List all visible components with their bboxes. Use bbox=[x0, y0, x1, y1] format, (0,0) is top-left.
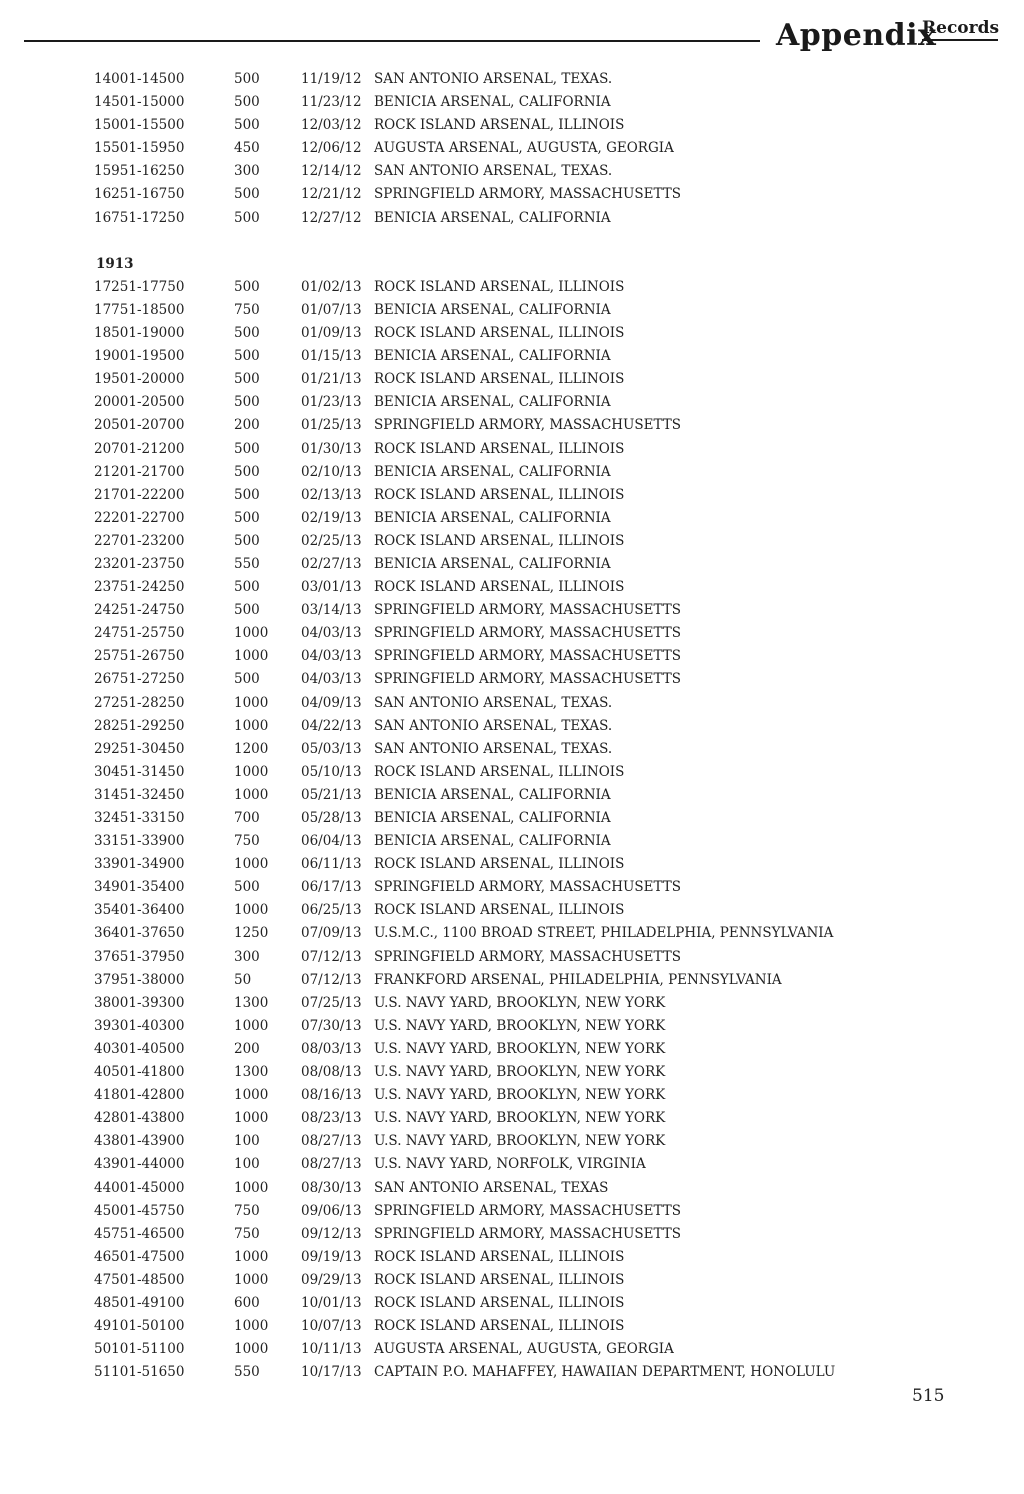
serial-range: 16751-17250 bbox=[94, 209, 185, 226]
quantity: 500 bbox=[234, 879, 260, 896]
serial-range: 37651-37950 bbox=[94, 948, 185, 965]
destination: ROCK ISLAND ARSENAL, ILLINOIS bbox=[374, 440, 625, 457]
destination: U.S. NAVY YARD, BROOKLYN, NEW YORK bbox=[374, 1110, 666, 1127]
destination: ROCK ISLAND ARSENAL, ILLINOIS bbox=[374, 325, 625, 342]
ship-date: 12/21/12 bbox=[301, 186, 362, 203]
ship-date: 09/12/13 bbox=[301, 1225, 362, 1242]
header-rule bbox=[24, 40, 760, 42]
ship-date: 05/10/13 bbox=[301, 763, 362, 780]
ship-date: 08/27/13 bbox=[301, 1156, 362, 1173]
quantity: 1000 bbox=[234, 1179, 269, 1196]
ship-date: 07/12/13 bbox=[301, 948, 362, 965]
ship-date: 09/29/13 bbox=[301, 1271, 362, 1288]
destination: BENICIA ARSENAL, CALIFORNIA bbox=[374, 348, 611, 365]
table-row bbox=[0, 899, 1024, 922]
quantity: 500 bbox=[234, 186, 260, 203]
table-row bbox=[0, 438, 1024, 461]
destination: U.S. NAVY YARD, BROOKLYN, NEW YORK bbox=[374, 994, 666, 1011]
serial-range: 19501-20000 bbox=[94, 371, 185, 388]
ship-date: 06/11/13 bbox=[301, 856, 362, 873]
ship-date: 08/16/13 bbox=[301, 1087, 362, 1104]
ship-date: 08/27/13 bbox=[301, 1133, 362, 1150]
serial-range: 43901-44000 bbox=[94, 1156, 185, 1173]
serial-range: 33901-34900 bbox=[94, 856, 185, 873]
quantity: 1300 bbox=[234, 994, 269, 1011]
quantity: 1000 bbox=[234, 625, 269, 642]
destination: ROCK ISLAND ARSENAL, ILLINOIS bbox=[374, 1318, 625, 1335]
quantity: 500 bbox=[234, 509, 260, 526]
destination: SPRINGFIELD ARMORY, MASSACHUSETTS bbox=[374, 648, 682, 665]
ship-date: 06/04/13 bbox=[301, 833, 362, 850]
destination: BENICIA ARSENAL, CALIFORNIA bbox=[374, 463, 611, 480]
serial-range: 40501-41800 bbox=[94, 1064, 185, 1081]
destination: ROCK ISLAND ARSENAL, ILLINOIS bbox=[374, 1248, 625, 1265]
year-label: 1913 bbox=[96, 255, 134, 272]
serial-range: 23201-23750 bbox=[94, 555, 185, 572]
serial-range: 40301-40500 bbox=[94, 1040, 185, 1057]
quantity: 550 bbox=[234, 555, 260, 572]
destination: SPRINGFIELD ARMORY, MASSACHUSETTS bbox=[374, 625, 682, 642]
serial-range: 26751-27250 bbox=[94, 671, 185, 688]
serial-range: 30451-31450 bbox=[94, 763, 185, 780]
quantity: 1000 bbox=[234, 1341, 269, 1358]
table-row bbox=[0, 484, 1024, 507]
table-row bbox=[0, 853, 1024, 876]
quantity: 500 bbox=[234, 394, 260, 411]
table-row bbox=[0, 738, 1024, 761]
destination: SPRINGFIELD ARMORY, MASSACHUSETTS bbox=[374, 879, 682, 896]
table-row bbox=[0, 992, 1024, 1015]
destination: SAN ANTONIO ARSENAL, TEXAS. bbox=[374, 694, 613, 711]
ship-date: 08/08/13 bbox=[301, 1064, 362, 1081]
table-row bbox=[0, 345, 1024, 368]
ship-date: 11/19/12 bbox=[301, 71, 362, 87]
table-row bbox=[0, 622, 1024, 645]
destination: FRANKFORD ARSENAL, PHILADELPHIA, PENNSYLVANIA bbox=[374, 971, 782, 988]
quantity: 500 bbox=[234, 440, 260, 457]
quantity: 450 bbox=[234, 140, 260, 157]
quantity: 500 bbox=[234, 348, 260, 365]
serial-range: 15001-15500 bbox=[94, 117, 185, 134]
quantity: 100 bbox=[234, 1133, 260, 1150]
destination: U.S. NAVY YARD, BROOKLYN, NEW YORK bbox=[374, 1133, 666, 1150]
table-row bbox=[0, 576, 1024, 599]
serial-range: 23751-24250 bbox=[94, 579, 185, 596]
serial-range: 17751-18500 bbox=[94, 301, 185, 318]
ship-date: 01/07/13 bbox=[301, 301, 362, 318]
ship-date: 12/03/12 bbox=[301, 117, 362, 134]
table-row bbox=[0, 876, 1024, 899]
table-row bbox=[0, 68, 1024, 91]
quantity: 750 bbox=[234, 1225, 260, 1242]
serial-range: 48501-49100 bbox=[94, 1294, 185, 1311]
serial-range: 47501-48500 bbox=[94, 1271, 185, 1288]
destination: SPRINGFIELD ARMORY, MASSACHUSETTS bbox=[374, 948, 682, 965]
ship-date: 02/25/13 bbox=[301, 532, 362, 549]
ship-date: 12/27/12 bbox=[301, 209, 362, 226]
ship-date: 09/19/13 bbox=[301, 1248, 362, 1265]
serial-range: 20001-20500 bbox=[94, 394, 185, 411]
quantity: 500 bbox=[234, 371, 260, 388]
quantity: 750 bbox=[234, 833, 260, 850]
serial-range: 36401-37650 bbox=[94, 925, 185, 942]
table-row bbox=[0, 807, 1024, 830]
quantity: 550 bbox=[234, 1364, 260, 1381]
serial-range: 15501-15950 bbox=[94, 140, 185, 157]
table-row bbox=[0, 922, 1024, 945]
serial-range: 18501-19000 bbox=[94, 325, 185, 342]
table-row bbox=[0, 1107, 1024, 1130]
destination: BENICIA ARSENAL, CALIFORNIA bbox=[374, 786, 611, 803]
ship-date: 10/17/13 bbox=[301, 1364, 362, 1381]
year-heading bbox=[0, 253, 1024, 276]
ship-date: 01/30/13 bbox=[301, 440, 362, 457]
serial-range: 27251-28250 bbox=[94, 694, 185, 711]
serial-range: 49101-50100 bbox=[94, 1318, 185, 1335]
serial-range: 24251-24750 bbox=[94, 602, 185, 619]
destination: SAN ANTONIO ARSENAL, TEXAS bbox=[374, 1179, 609, 1196]
ship-date: 10/07/13 bbox=[301, 1318, 362, 1335]
ship-date: 02/13/13 bbox=[301, 486, 362, 503]
ship-date: 04/03/13 bbox=[301, 648, 362, 665]
destination: ROCK ISLAND ARSENAL, ILLINOIS bbox=[374, 579, 625, 596]
destination: U.S. NAVY YARD, BROOKLYN, NEW YORK bbox=[374, 1040, 666, 1057]
quantity: 500 bbox=[234, 486, 260, 503]
quantity: 200 bbox=[234, 417, 260, 434]
serial-range: 20501-20700 bbox=[94, 417, 185, 434]
quantity: 1250 bbox=[234, 925, 269, 942]
table-row bbox=[0, 1269, 1024, 1292]
quantity: 1000 bbox=[234, 1017, 269, 1034]
destination: BENICIA ARSENAL, CALIFORNIA bbox=[374, 301, 611, 318]
serial-range: 22201-22700 bbox=[94, 509, 185, 526]
ship-date: 10/11/13 bbox=[301, 1341, 362, 1358]
quantity: 100 bbox=[234, 1156, 260, 1173]
ship-date: 01/23/13 bbox=[301, 394, 362, 411]
quantity: 50 bbox=[234, 971, 252, 988]
serial-range: 20701-21200 bbox=[94, 440, 185, 457]
destination: CAPTAIN P.O. MAHAFFEY, HAWAIIAN DEPARTMENT, HONOLULU bbox=[374, 1364, 836, 1381]
table-row bbox=[0, 761, 1024, 784]
destination: U.S. NAVY YARD, NORFOLK, VIRGINIA bbox=[374, 1156, 646, 1173]
serial-range: 45001-45750 bbox=[94, 1202, 185, 1219]
destination: ROCK ISLAND ARSENAL, ILLINOIS bbox=[374, 856, 625, 873]
destination: SAN ANTONIO ARSENAL, TEXAS. bbox=[374, 71, 613, 87]
quantity: 500 bbox=[234, 71, 260, 87]
quantity: 500 bbox=[234, 463, 260, 480]
quantity: 500 bbox=[234, 671, 260, 688]
serial-range: 38001-39300 bbox=[94, 994, 185, 1011]
table-row bbox=[0, 1223, 1024, 1246]
table-row bbox=[0, 530, 1024, 553]
destination: BENICIA ARSENAL, CALIFORNIA bbox=[374, 810, 611, 826]
ship-date: 01/09/13 bbox=[301, 325, 362, 342]
serial-range: 42801-43800 bbox=[94, 1110, 185, 1127]
quantity: 300 bbox=[234, 948, 260, 965]
page-title: Appendix bbox=[776, 18, 937, 53]
page-number: 515 bbox=[912, 1386, 945, 1406]
table-row bbox=[0, 692, 1024, 715]
ship-date: 08/23/13 bbox=[301, 1110, 362, 1127]
serial-range: 51101-51650 bbox=[94, 1364, 185, 1381]
quantity: 750 bbox=[234, 301, 260, 318]
table-row bbox=[0, 160, 1024, 183]
destination: ROCK ISLAND ARSENAL, ILLINOIS bbox=[374, 486, 625, 503]
ship-date: 04/03/13 bbox=[301, 671, 362, 688]
ship-date: 08/03/13 bbox=[301, 1040, 362, 1057]
serial-range: 50101-51100 bbox=[94, 1341, 185, 1358]
ship-date: 02/19/13 bbox=[301, 509, 362, 526]
table-row bbox=[0, 299, 1024, 322]
serial-range: 33151-33900 bbox=[94, 833, 185, 850]
destination: BENICIA ARSENAL, CALIFORNIA bbox=[374, 209, 611, 226]
table-row bbox=[0, 1061, 1024, 1084]
table-row bbox=[0, 830, 1024, 853]
destination: SAN ANTONIO ARSENAL, TEXAS. bbox=[374, 163, 613, 180]
quantity: 500 bbox=[234, 602, 260, 619]
page-header bbox=[0, 0, 1024, 60]
table-row bbox=[0, 414, 1024, 437]
destination: SPRINGFIELD ARMORY, MASSACHUSETTS bbox=[374, 186, 682, 203]
quantity: 750 bbox=[234, 1202, 260, 1219]
serial-range: 16251-16750 bbox=[94, 186, 185, 203]
ship-date: 07/25/13 bbox=[301, 994, 362, 1011]
destination: ROCK ISLAND ARSENAL, ILLINOIS bbox=[374, 902, 625, 919]
section-label: Records bbox=[922, 18, 998, 41]
serial-range: 39301-40300 bbox=[94, 1017, 185, 1034]
destination: U.S. NAVY YARD, BROOKLYN, NEW YORK bbox=[374, 1017, 666, 1034]
ship-date: 06/17/13 bbox=[301, 879, 362, 896]
serial-range: 15951-16250 bbox=[94, 163, 185, 180]
quantity: 500 bbox=[234, 117, 260, 134]
table-row bbox=[0, 1038, 1024, 1061]
quantity: 300 bbox=[234, 163, 260, 180]
serial-range: 14501-15000 bbox=[94, 94, 185, 111]
serial-range: 29251-30450 bbox=[94, 740, 185, 757]
table-row bbox=[0, 1130, 1024, 1153]
ship-date: 02/27/13 bbox=[301, 555, 362, 572]
ship-date: 04/09/13 bbox=[301, 694, 362, 711]
destination: BENICIA ARSENAL, CALIFORNIA bbox=[374, 394, 611, 411]
destination: SAN ANTONIO ARSENAL, TEXAS. bbox=[374, 717, 613, 734]
table-row bbox=[0, 1361, 1024, 1384]
destination: SPRINGFIELD ARMORY, MASSACHUSETTS bbox=[374, 417, 682, 434]
table-row bbox=[0, 1292, 1024, 1315]
serial-range: 41801-42800 bbox=[94, 1087, 185, 1104]
table-row bbox=[0, 969, 1024, 992]
serial-range: 24751-25750 bbox=[94, 625, 185, 642]
table-row bbox=[0, 276, 1024, 299]
quantity: 1000 bbox=[234, 1248, 269, 1265]
serial-range: 46501-47500 bbox=[94, 1248, 185, 1265]
serial-range: 37951-38000 bbox=[94, 971, 185, 988]
serial-range: 21701-22200 bbox=[94, 486, 185, 503]
quantity: 500 bbox=[234, 209, 260, 226]
quantity: 500 bbox=[234, 278, 260, 295]
ship-date: 02/10/13 bbox=[301, 463, 362, 480]
quantity: 500 bbox=[234, 532, 260, 549]
table-row bbox=[0, 1084, 1024, 1107]
destination: ROCK ISLAND ARSENAL, ILLINOIS bbox=[374, 117, 625, 134]
ship-date: 01/25/13 bbox=[301, 417, 362, 434]
serial-range: 21201-21700 bbox=[94, 463, 185, 480]
quantity: 500 bbox=[234, 94, 260, 111]
ship-date: 09/06/13 bbox=[301, 1202, 362, 1219]
destination: U.S.M.C., 1100 BROAD STREET, PHILADELPHIA, PENNSYLVANIA bbox=[374, 925, 834, 942]
table-row bbox=[0, 1177, 1024, 1200]
serial-range: 34901-35400 bbox=[94, 879, 185, 896]
destination: SAN ANTONIO ARSENAL, TEXAS. bbox=[374, 740, 613, 757]
quantity: 500 bbox=[234, 579, 260, 596]
ship-date: 08/30/13 bbox=[301, 1179, 362, 1196]
ship-date: 04/22/13 bbox=[301, 717, 362, 734]
destination: SPRINGFIELD ARMORY, MASSACHUSETTS bbox=[374, 602, 682, 619]
quantity: 700 bbox=[234, 810, 260, 826]
ship-date: 01/15/13 bbox=[301, 348, 362, 365]
table-row bbox=[0, 1315, 1024, 1338]
quantity: 1200 bbox=[234, 740, 269, 757]
destination: U.S. NAVY YARD, BROOKLYN, NEW YORK bbox=[374, 1064, 666, 1081]
table-row bbox=[0, 137, 1024, 160]
table-row bbox=[0, 1200, 1024, 1223]
table-row bbox=[0, 183, 1024, 206]
ship-date: 11/23/12 bbox=[301, 94, 362, 111]
destination: BENICIA ARSENAL, CALIFORNIA bbox=[374, 509, 611, 526]
serial-range: 35401-36400 bbox=[94, 902, 185, 919]
quantity: 1000 bbox=[234, 902, 269, 919]
destination: ROCK ISLAND ARSENAL, ILLINOIS bbox=[374, 1294, 625, 1311]
table-row bbox=[0, 322, 1024, 345]
destination: ROCK ISLAND ARSENAL, ILLINOIS bbox=[374, 763, 625, 780]
table-row bbox=[0, 1338, 1024, 1361]
destination: AUGUSTA ARSENAL, AUGUSTA, GEORGIA bbox=[374, 1341, 674, 1358]
destination: BENICIA ARSENAL, CALIFORNIA bbox=[374, 833, 611, 850]
destination: SPRINGFIELD ARMORY, MASSACHUSETTS bbox=[374, 671, 682, 688]
table-row bbox=[0, 114, 1024, 137]
quantity: 1000 bbox=[234, 1271, 269, 1288]
quantity: 1000 bbox=[234, 763, 269, 780]
ship-date: 07/09/13 bbox=[301, 925, 362, 942]
ship-date: 04/03/13 bbox=[301, 625, 362, 642]
quantity: 1000 bbox=[234, 648, 269, 665]
table-row bbox=[0, 553, 1024, 576]
serial-range: 22701-23200 bbox=[94, 532, 185, 549]
ship-date: 03/01/13 bbox=[301, 579, 362, 596]
table-row bbox=[0, 784, 1024, 807]
quantity: 1000 bbox=[234, 856, 269, 873]
quantity: 1000 bbox=[234, 786, 269, 803]
serial-range: 31451-32450 bbox=[94, 786, 185, 803]
serial-range: 28251-29250 bbox=[94, 717, 185, 734]
table-row bbox=[0, 461, 1024, 484]
serial-range: 25751-26750 bbox=[94, 648, 185, 665]
quantity: 1000 bbox=[234, 1087, 269, 1104]
destination: ROCK ISLAND ARSENAL, ILLINOIS bbox=[374, 278, 625, 295]
quantity: 500 bbox=[234, 325, 260, 342]
serial-range: 17251-17750 bbox=[94, 278, 185, 295]
destination: SPRINGFIELD ARMORY, MASSACHUSETTS bbox=[374, 1225, 682, 1242]
table-row bbox=[0, 91, 1024, 114]
quantity: 1000 bbox=[234, 1110, 269, 1127]
quantity: 1300 bbox=[234, 1064, 269, 1081]
ship-date: 01/02/13 bbox=[301, 278, 362, 295]
table-row bbox=[0, 507, 1024, 530]
table-row bbox=[0, 715, 1024, 738]
ship-date: 12/06/12 bbox=[301, 140, 362, 157]
ship-date: 12/14/12 bbox=[301, 163, 362, 180]
records-table bbox=[0, 68, 1024, 1384]
table-row bbox=[0, 1246, 1024, 1269]
destination: SPRINGFIELD ARMORY, MASSACHUSETTS bbox=[374, 1202, 682, 1219]
ship-date: 05/03/13 bbox=[301, 740, 362, 757]
table-row bbox=[0, 946, 1024, 969]
table-row bbox=[0, 1015, 1024, 1038]
table-row bbox=[0, 1153, 1024, 1176]
ship-date: 05/21/13 bbox=[301, 786, 362, 803]
quantity: 1000 bbox=[234, 694, 269, 711]
ship-date: 01/21/13 bbox=[301, 371, 362, 388]
destination: ROCK ISLAND ARSENAL, ILLINOIS bbox=[374, 371, 625, 388]
quantity: 1000 bbox=[234, 717, 269, 734]
serial-range: 32451-33150 bbox=[94, 810, 185, 826]
serial-range: 44001-45000 bbox=[94, 1179, 185, 1196]
serial-range: 45751-46500 bbox=[94, 1225, 185, 1242]
ship-date: 10/01/13 bbox=[301, 1294, 362, 1311]
destination: ROCK ISLAND ARSENAL, ILLINOIS bbox=[374, 532, 625, 549]
table-row bbox=[0, 391, 1024, 414]
destination: U.S. NAVY YARD, BROOKLYN, NEW YORK bbox=[374, 1087, 666, 1104]
ship-date: 07/30/13 bbox=[301, 1017, 362, 1034]
quantity: 600 bbox=[234, 1294, 260, 1311]
destination: BENICIA ARSENAL, CALIFORNIA bbox=[374, 555, 611, 572]
table-row bbox=[0, 668, 1024, 691]
table-row bbox=[0, 599, 1024, 622]
quantity: 200 bbox=[234, 1040, 260, 1057]
destination: AUGUSTA ARSENAL, AUGUSTA, GEORGIA bbox=[374, 140, 674, 157]
ship-date: 07/12/13 bbox=[301, 971, 362, 988]
table-row bbox=[0, 368, 1024, 391]
ship-date: 06/25/13 bbox=[301, 902, 362, 919]
serial-range: 14001-14500 bbox=[94, 71, 185, 87]
serial-range: 43801-43900 bbox=[94, 1133, 185, 1150]
table-row bbox=[0, 207, 1024, 230]
destination: ROCK ISLAND ARSENAL, ILLINOIS bbox=[374, 1271, 625, 1288]
ship-date: 03/14/13 bbox=[301, 602, 362, 619]
table-row bbox=[0, 645, 1024, 668]
quantity: 1000 bbox=[234, 1318, 269, 1335]
serial-range: 19001-19500 bbox=[94, 348, 185, 365]
destination: BENICIA ARSENAL, CALIFORNIA bbox=[374, 94, 611, 111]
ship-date: 05/28/13 bbox=[301, 810, 362, 826]
